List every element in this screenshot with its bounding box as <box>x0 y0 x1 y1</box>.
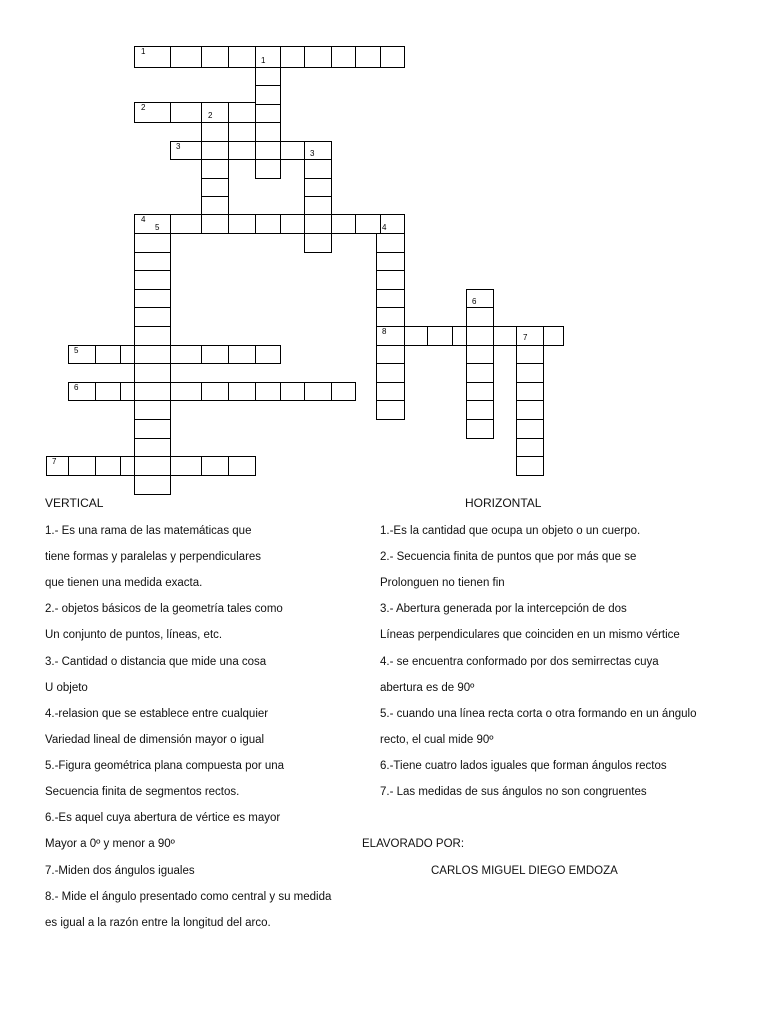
crossword-cell[interactable] <box>228 345 256 364</box>
crossword-cell[interactable] <box>170 141 202 160</box>
crossword-cell[interactable] <box>304 178 332 197</box>
crossword-cell[interactable] <box>95 456 121 476</box>
crossword-cell[interactable] <box>376 233 405 253</box>
crossword-cell[interactable] <box>134 438 171 457</box>
crossword-cell[interactable] <box>427 326 453 346</box>
crossword-cell[interactable] <box>201 102 229 123</box>
crossword-cell[interactable] <box>228 382 256 401</box>
crossword-cell[interactable] <box>170 102 202 123</box>
vertical-clue-line: que tienen una medida exacta. <box>45 577 203 589</box>
crossword-cell[interactable] <box>201 141 229 160</box>
crossword-cell[interactable] <box>376 363 405 383</box>
vertical-clue-line: 4.-relasion que se establece entre cualquier <box>45 708 269 720</box>
clue-number: 8 <box>382 327 387 336</box>
crossword-cell[interactable] <box>255 67 281 86</box>
crossword-cell[interactable] <box>201 46 229 68</box>
crossword-cell[interactable] <box>255 141 281 160</box>
crossword-cell[interactable] <box>516 345 544 364</box>
crossword-cell[interactable] <box>376 400 405 420</box>
crossword-cell[interactable] <box>201 159 229 179</box>
horizontal-heading: HORIZONTAL <box>465 496 542 510</box>
crossword-cell[interactable] <box>404 326 428 346</box>
crossword-cell[interactable] <box>380 46 405 68</box>
crossword-cell[interactable] <box>280 46 305 68</box>
crossword-cell[interactable] <box>516 438 544 457</box>
crossword-cell[interactable] <box>280 382 305 401</box>
crossword-cell[interactable] <box>134 400 171 420</box>
crossword-cell[interactable] <box>255 85 281 105</box>
vertical-clue-line: 3.- Cantidad o distancia que mide una cosa <box>45 656 267 668</box>
clue-number: 6 <box>74 383 79 392</box>
horizontal-clue-line: 4.- se encuentra conformado por dos semirrectas cuya <box>380 656 659 668</box>
crossword-cell[interactable] <box>134 456 171 476</box>
crossword-cell[interactable] <box>134 475 171 495</box>
vertical-clue-line: 6.-Es aquel cuya abertura de vértice es mayor <box>45 812 281 824</box>
crossword-cell[interactable] <box>134 382 171 401</box>
clue-number: 2 <box>208 111 213 120</box>
crossword-cell[interactable] <box>466 326 494 346</box>
crossword-cell[interactable] <box>255 159 281 179</box>
crossword-cell[interactable] <box>304 196 332 215</box>
crossword-cell[interactable] <box>134 270 171 290</box>
clue-number: 6 <box>472 297 477 306</box>
crossword-cell[interactable] <box>376 270 405 290</box>
clue-number: 5 <box>155 223 160 232</box>
crossword-cell[interactable] <box>304 233 332 253</box>
clue-number: 4 <box>382 223 387 232</box>
crossword-cell[interactable] <box>516 456 544 476</box>
crossword-cell[interactable] <box>304 382 332 401</box>
crossword-cell[interactable] <box>228 214 256 234</box>
crossword-cell[interactable] <box>95 382 121 401</box>
clue-number: 3 <box>310 149 315 158</box>
crossword-cell[interactable] <box>255 214 281 234</box>
crossword-cell[interactable] <box>170 214 202 234</box>
crossword-cell[interactable] <box>466 345 494 364</box>
crossword-cell[interactable] <box>134 419 171 439</box>
crossword-cell[interactable] <box>543 326 564 346</box>
crossword-cell[interactable] <box>170 345 202 364</box>
crossword-cell[interactable] <box>466 289 494 308</box>
crossword-cell[interactable] <box>355 214 381 234</box>
vertical-clue-line: 7.-Miden dos ángulos iguales <box>45 865 195 877</box>
crossword-cell[interactable] <box>255 122 281 142</box>
clue-number: 2 <box>141 103 146 112</box>
crossword-cell[interactable] <box>331 382 356 401</box>
crossword-cell[interactable] <box>68 382 96 401</box>
vertical-clue-line: 1.- Es una rama de las matemáticas que <box>45 525 252 537</box>
horizontal-clue-line: Prolonguen no tienen fin <box>380 577 505 589</box>
horizontal-clue-line: 1.-Es la cantidad que ocupa un objeto o un cuerpo. <box>380 525 641 537</box>
crossword-cell[interactable] <box>134 326 171 346</box>
vertical-clue-line: Mayor a 0º y menor a 90º <box>45 838 175 850</box>
crossword-cell[interactable] <box>376 326 405 346</box>
crossword-cell[interactable] <box>280 214 305 234</box>
crossword-cell[interactable] <box>376 382 405 401</box>
crossword-cell[interactable] <box>466 363 494 383</box>
crossword-cell[interactable] <box>120 456 135 476</box>
clue-number: 7 <box>52 457 57 466</box>
vertical-clue-line: 8.- Mide el ángulo presentado como central y su medida <box>45 891 332 903</box>
crossword-cell[interactable] <box>493 326 517 346</box>
horizontal-clue-line: Líneas perpendiculares que coinciden en un mismo vértice <box>380 629 680 641</box>
crossword-cell[interactable] <box>201 196 229 215</box>
horizontal-clue-line: 6.-Tiene cuatro lados iguales que forman ángulos rectos <box>380 760 667 772</box>
crossword-cell[interactable] <box>355 46 381 68</box>
crossword-cell[interactable] <box>228 456 256 476</box>
clue-number: 1 <box>261 56 266 65</box>
crossword-cell[interactable] <box>376 289 405 308</box>
crossword-cell[interactable] <box>255 104 281 123</box>
crossword-cell[interactable] <box>516 419 544 439</box>
crossword-cell[interactable] <box>466 419 494 439</box>
crossword-cell[interactable] <box>466 307 494 327</box>
vertical-clue-line: 5.-Figura geométrica plana compuesta por una <box>45 760 285 772</box>
crossword-cell[interactable] <box>134 345 171 364</box>
vertical-clue-line: Secuencia finita de segmentos rectos. <box>45 786 240 798</box>
clue-number: 1 <box>141 47 146 56</box>
crossword-cell[interactable] <box>134 214 171 234</box>
crossword-cell[interactable] <box>516 382 544 401</box>
crossword-cell[interactable] <box>280 141 305 160</box>
horizontal-clue-line: recto, el cual mide 90º <box>380 734 494 746</box>
crossword-cell[interactable] <box>201 456 229 476</box>
horizontal-clue-line: 7.- Las medidas de sus ángulos no son congruentes <box>380 786 647 798</box>
clue-number: 5 <box>74 346 79 355</box>
crossword-cell[interactable] <box>170 456 202 476</box>
crossword-cell[interactable] <box>466 382 494 401</box>
crossword-cell[interactable] <box>170 46 202 68</box>
crossword-cell[interactable] <box>228 46 256 68</box>
crossword-cell[interactable] <box>255 382 281 401</box>
crossword-cell[interactable] <box>331 214 356 234</box>
vertical-clue-line: tiene formas y paralelas y perpendiculares <box>45 551 262 563</box>
crossword-cell[interactable] <box>120 345 135 364</box>
crossword-cell[interactable] <box>228 102 256 123</box>
crossword-cell[interactable] <box>304 141 332 160</box>
crossword-cell[interactable] <box>452 326 467 346</box>
horizontal-clue-line: 2.- Secuencia finita de puntos que por más que se <box>380 551 637 563</box>
vertical-clue-line: Un conjunto de puntos, líneas, etc. <box>45 629 223 641</box>
crossword-cell[interactable] <box>134 307 171 327</box>
vertical-clue-line: Variedad lineal de dimensión mayor o igual <box>45 734 265 746</box>
horizontal-clue-line: 3.- Abertura generada por la intercepción de dos <box>380 603 627 615</box>
vertical-clue-line: 2.- objetos básicos de la geometría tales como <box>45 603 283 615</box>
crossword-cell[interactable] <box>120 382 135 401</box>
crossword-cell[interactable] <box>134 102 171 123</box>
crossword-cell[interactable] <box>201 178 229 197</box>
vertical-clue-line: es igual a la razón entre la longitud del arco. <box>45 917 271 929</box>
vertical-clue-line: U objeto <box>45 682 88 694</box>
crossword-cell[interactable] <box>376 307 405 327</box>
crossword-cell[interactable] <box>376 252 405 271</box>
crossword-cell[interactable] <box>46 456 69 476</box>
clue-number: 4 <box>141 215 146 224</box>
crossword-cell[interactable] <box>516 400 544 420</box>
crossword-cell[interactable] <box>331 46 356 68</box>
crossword-cell[interactable] <box>201 382 229 401</box>
crossword-cell[interactable] <box>228 141 256 160</box>
crossword-cell[interactable] <box>304 214 332 234</box>
crossword-cell[interactable] <box>201 214 229 234</box>
crossword-cell[interactable] <box>95 345 121 364</box>
crossword-cell[interactable] <box>201 345 229 364</box>
crossword-cell[interactable] <box>201 122 229 142</box>
clue-number: 7 <box>523 333 528 342</box>
crossword-cell[interactable] <box>134 252 171 271</box>
crossword-cell[interactable] <box>68 345 96 364</box>
crossword-cell[interactable] <box>376 345 405 364</box>
crossword-cell[interactable] <box>134 289 171 308</box>
crossword-grid <box>0 0 768 500</box>
crossword-cell[interactable] <box>466 400 494 420</box>
crossword-cell[interactable] <box>134 233 171 253</box>
crossword-cell[interactable] <box>516 326 544 346</box>
horizontal-clue-line: 5.- cuando una línea recta corta o otra formando en un ángulo <box>380 708 697 720</box>
crossword-cell[interactable] <box>255 345 281 364</box>
credits-author: CARLOS MIGUEL DIEGO EMDOZA <box>431 865 618 877</box>
crossword-cell[interactable] <box>255 46 281 68</box>
credits-label: ELAVORADO POR: <box>362 838 465 850</box>
crossword-cell[interactable] <box>516 363 544 383</box>
crossword-cell[interactable] <box>170 382 202 401</box>
crossword-cell[interactable] <box>134 363 171 383</box>
crossword-cell[interactable] <box>304 159 332 179</box>
clue-number: 3 <box>176 142 181 151</box>
crossword-cell[interactable] <box>228 122 256 142</box>
vertical-heading: VERTICAL <box>45 496 104 510</box>
horizontal-clue-line: abertura es de 90º <box>380 682 475 694</box>
crossword-cell[interactable] <box>134 46 171 68</box>
crossword-cell[interactable] <box>68 456 96 476</box>
crossword-cell[interactable] <box>304 46 332 68</box>
